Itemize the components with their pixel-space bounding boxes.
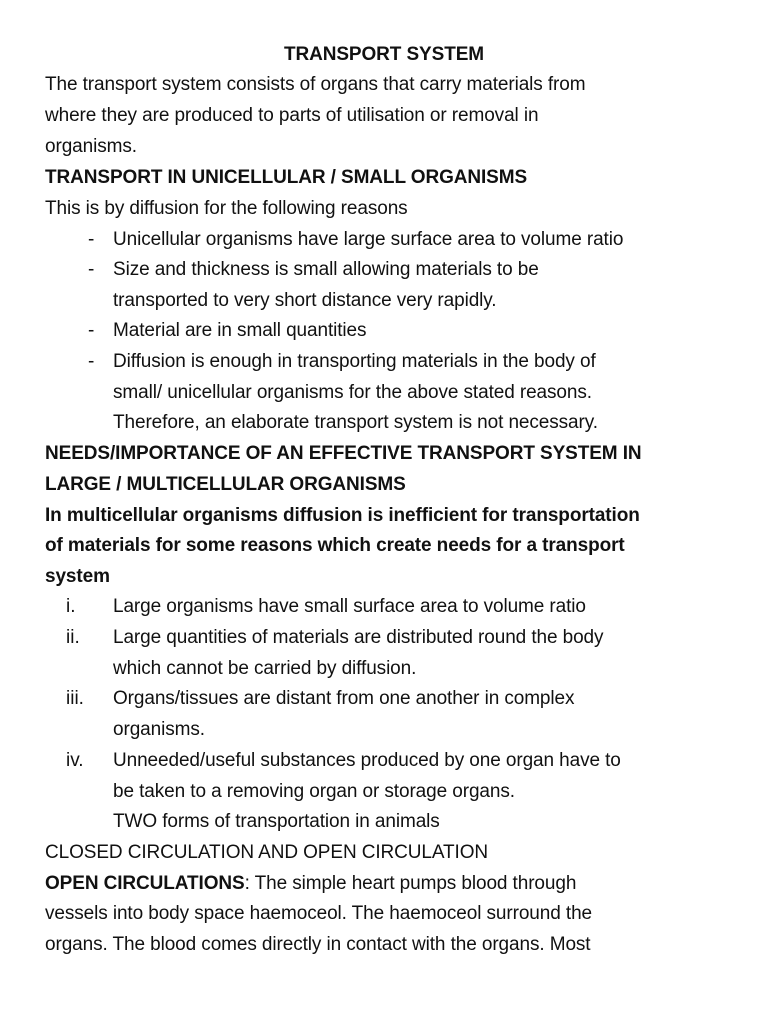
open-circulation-line <box>45 869 576 899</box>
section-heading-multicellular: LARGE / MULTICELLULAR ORGANISMS <box>45 474 406 495</box>
section-lead-bold: of materials for some reasons which create needs for a transport <box>45 535 625 556</box>
roman-list-marker: ii. <box>66 627 80 648</box>
bullet-dash-marker: - <box>88 259 95 280</box>
intro-line: The transport system consists of organs that carry materials from <box>45 74 586 95</box>
bullet-line: transported to very short distance very rapidly. <box>113 290 497 311</box>
intro-line: where they are produced to parts of utilisation or removal in <box>45 105 539 126</box>
bullet-dash-marker: - <box>88 351 95 372</box>
bullet-line: Diffusion is enough in transporting materials in the body of <box>113 351 596 372</box>
roman-list-marker: iv. <box>66 750 84 771</box>
open-circulation-label: OPEN CIRCULATIONS <box>45 873 245 894</box>
list-item-line: Unneeded/useful substances produced by one organ have to <box>113 750 621 771</box>
open-circulation-line: vessels into body space haemoceol. The haemoceol surround the <box>45 903 592 924</box>
bullet-line: Material are in small quantities <box>113 320 367 341</box>
list-item-line: Large quantities of materials are distributed round the body <box>113 627 604 648</box>
bullet-line: Therefore, an elaborate transport system is not necessary. <box>113 412 598 433</box>
list-item-line: organisms. <box>113 719 205 740</box>
bullet-line: Unicellular organisms have large surface area to volume ratio <box>113 229 624 250</box>
roman-list-marker: iii. <box>66 688 84 709</box>
section-lead-bold: system <box>45 566 110 587</box>
list-item-line: be taken to a removing organ or storage organs. <box>113 781 515 802</box>
open-circulation-text: : The simple heart pumps blood through <box>244 873 577 894</box>
document-title: TRANSPORT SYSTEM <box>283 44 485 65</box>
open-circulation-line: organs. The blood comes directly in contact with the organs. Most <box>45 934 591 955</box>
section-heading-circulation: CLOSED CIRCULATION AND OPEN CIRCULATION <box>45 842 489 863</box>
bullet-dash-marker: - <box>88 320 95 341</box>
section-lead-bold: In multicellular organisms diffusion is inefficient for transportation <box>45 505 640 526</box>
roman-list-marker: i. <box>66 596 76 617</box>
bullet-line: Size and thickness is small allowing materials to be <box>113 259 539 280</box>
list-item-line: TWO forms of transportation in animals <box>113 811 440 832</box>
bullet-dash-marker: - <box>88 229 95 250</box>
list-item-line: which cannot be carried by diffusion. <box>113 658 417 679</box>
list-item-line: Large organisms have small surface area to volume ratio <box>113 596 586 617</box>
bullet-line: small/ unicellular organisms for the above stated reasons. <box>113 382 592 403</box>
section-heading-multicellular: NEEDS/IMPORTANCE OF AN EFFECTIVE TRANSPORT SYSTEM IN <box>45 443 642 464</box>
list-item-line: Organs/tissues are distant from one another in complex <box>113 688 575 709</box>
section-heading-unicellular: TRANSPORT IN UNICELLULAR / SMALL ORGANISMS <box>45 167 528 188</box>
section-lead: This is by diffusion for the following reasons <box>45 198 408 219</box>
intro-line: organisms. <box>45 136 137 157</box>
